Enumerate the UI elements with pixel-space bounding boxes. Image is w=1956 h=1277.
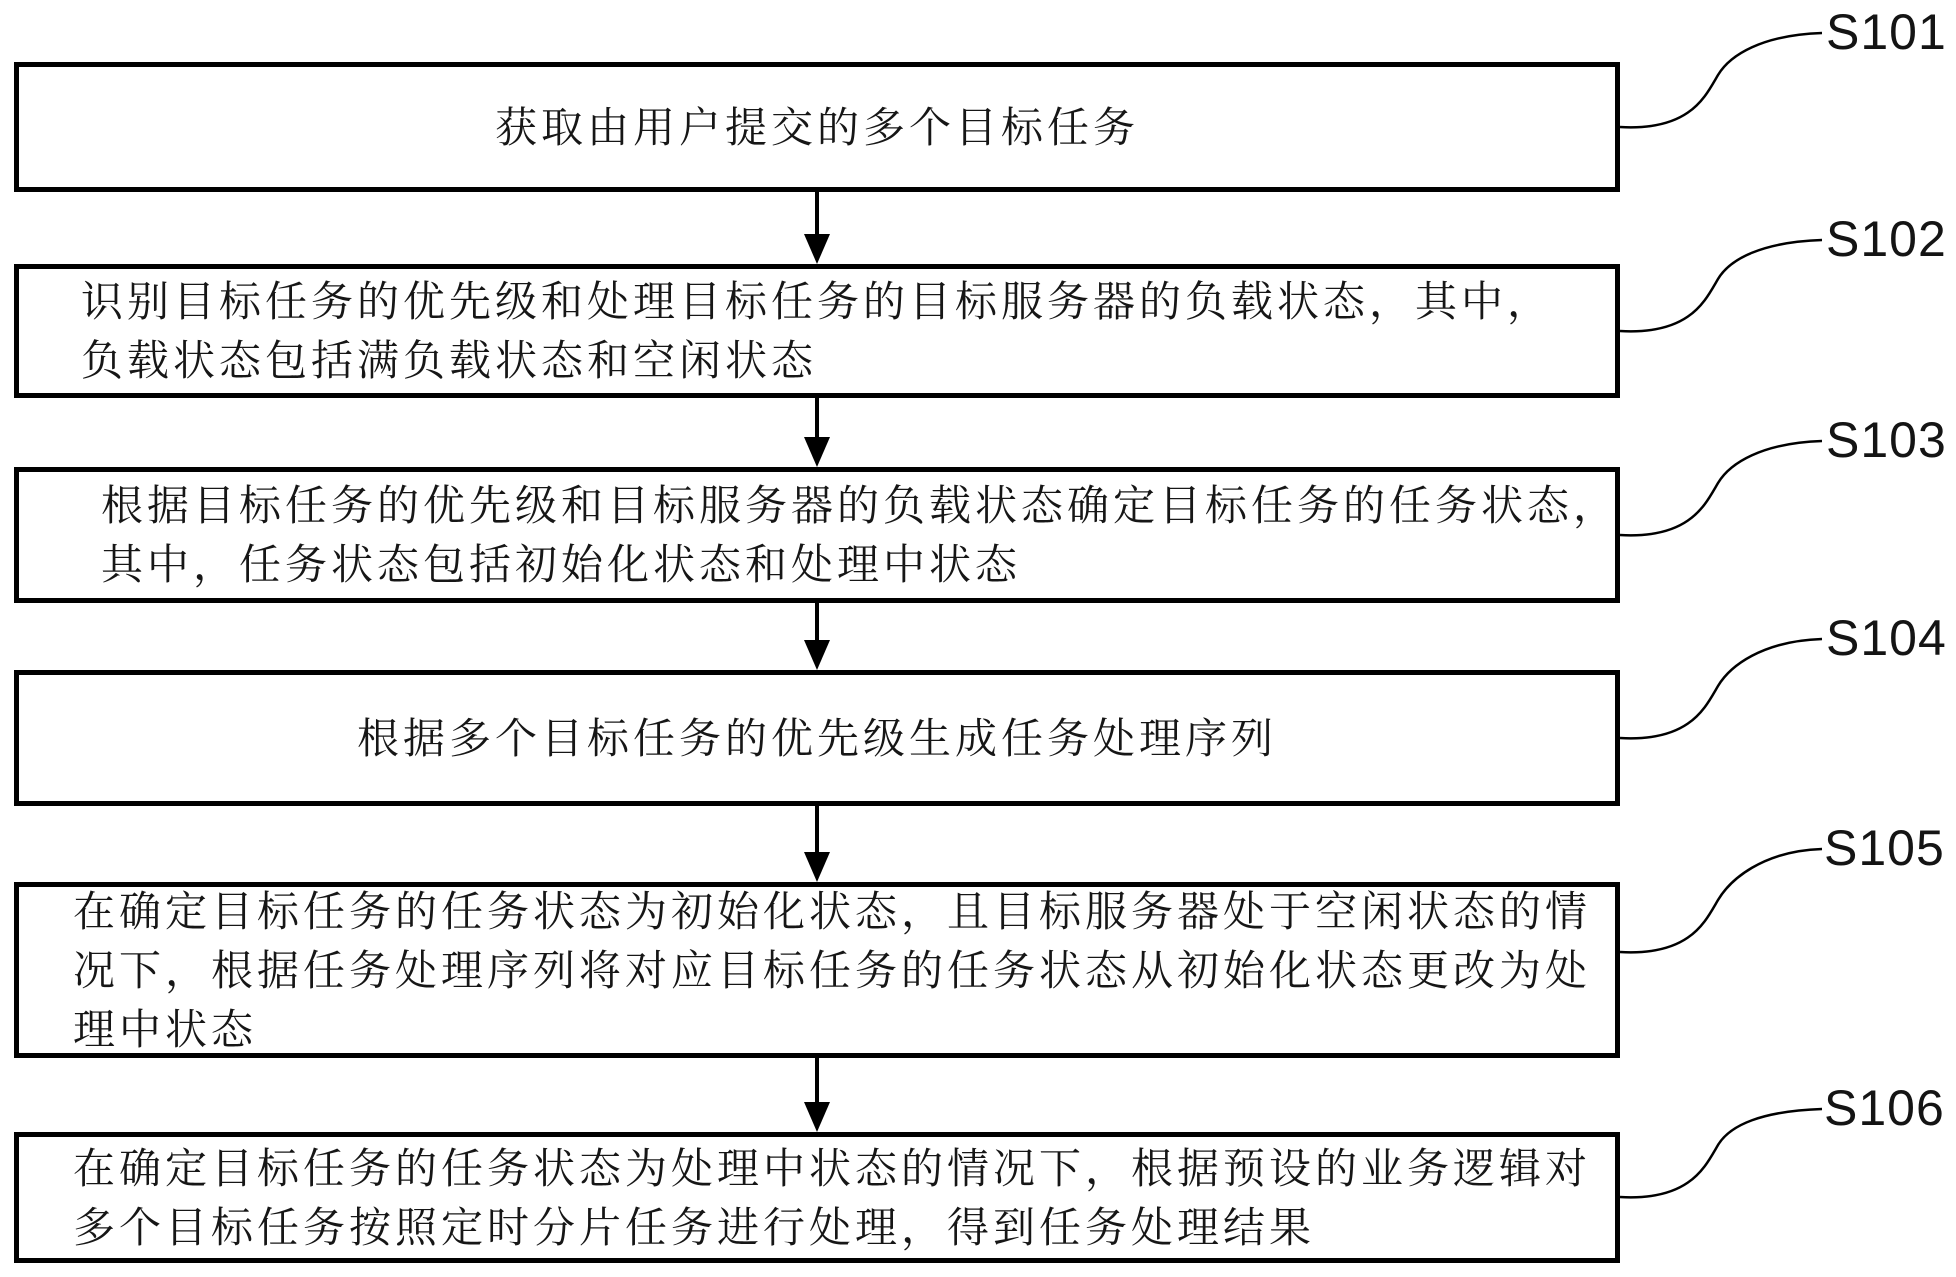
step-text-line: 理中状态 xyxy=(73,1004,258,1054)
step-box-s105 xyxy=(14,882,1620,1058)
flow-arrow-2 xyxy=(804,398,830,467)
step-text-line: 况下，根据任务处理序列将对应目标任务的任务状态从初始化状态更改为处 xyxy=(73,945,1592,995)
leader-line-s106 xyxy=(1620,1109,1822,1197)
leader-line-s102 xyxy=(1620,240,1822,331)
step-label-s106: S106 xyxy=(1824,1080,1945,1136)
flow-arrow-5 xyxy=(804,1058,830,1132)
step-text-line: 根据多个目标任务的优先级生成任务处理序列 xyxy=(356,713,1277,763)
step-text-line: 负载状态包括满负载状态和空闲状态 xyxy=(81,336,818,385)
leader-line-s101 xyxy=(1620,33,1822,127)
step-label-s102: S102 xyxy=(1826,211,1947,267)
step-box-s103 xyxy=(14,467,1620,603)
leader-line-s105 xyxy=(1620,849,1822,952)
leader-line-s103 xyxy=(1620,441,1822,535)
leader-line-s104 xyxy=(1620,639,1822,738)
step-box-s102 xyxy=(14,264,1620,398)
step-label-s104: S104 xyxy=(1826,610,1947,666)
step-box-s106 xyxy=(14,1132,1620,1263)
step-text-line: 在确定目标任务的任务状态为初始化状态，且目标服务器处于空闲状态的情 xyxy=(73,886,1592,936)
step-text-line: 根据目标任务的优先级和目标服务器的负载状态确定目标任务的任务状态， xyxy=(101,481,1620,530)
step-box-s104 xyxy=(14,670,1620,806)
step-label-s101: S101 xyxy=(1826,4,1947,60)
step-text-line: 多个目标任务按照定时分片任务进行处理，得到任务处理结果 xyxy=(73,1202,1316,1252)
flow-arrow-1 xyxy=(804,192,830,264)
step-text-line: 识别目标任务的优先级和处理目标任务的目标服务器的负载状态，其中， xyxy=(81,277,1554,326)
step-box-s101 xyxy=(14,62,1620,192)
step-label-s103: S103 xyxy=(1826,412,1947,468)
step-text-line: 获取由用户提交的多个目标任务 xyxy=(494,102,1139,152)
step-text-line: 在确定目标任务的任务状态为处理中状态的情况下，根据预设的业务逻辑对 xyxy=(73,1143,1592,1193)
step-text-line: 其中，任务状态包括初始化状态和处理中状态 xyxy=(101,540,1022,589)
step-label-s105: S105 xyxy=(1824,820,1945,876)
flow-arrow-4 xyxy=(804,806,830,882)
flow-arrow-3 xyxy=(804,603,830,670)
